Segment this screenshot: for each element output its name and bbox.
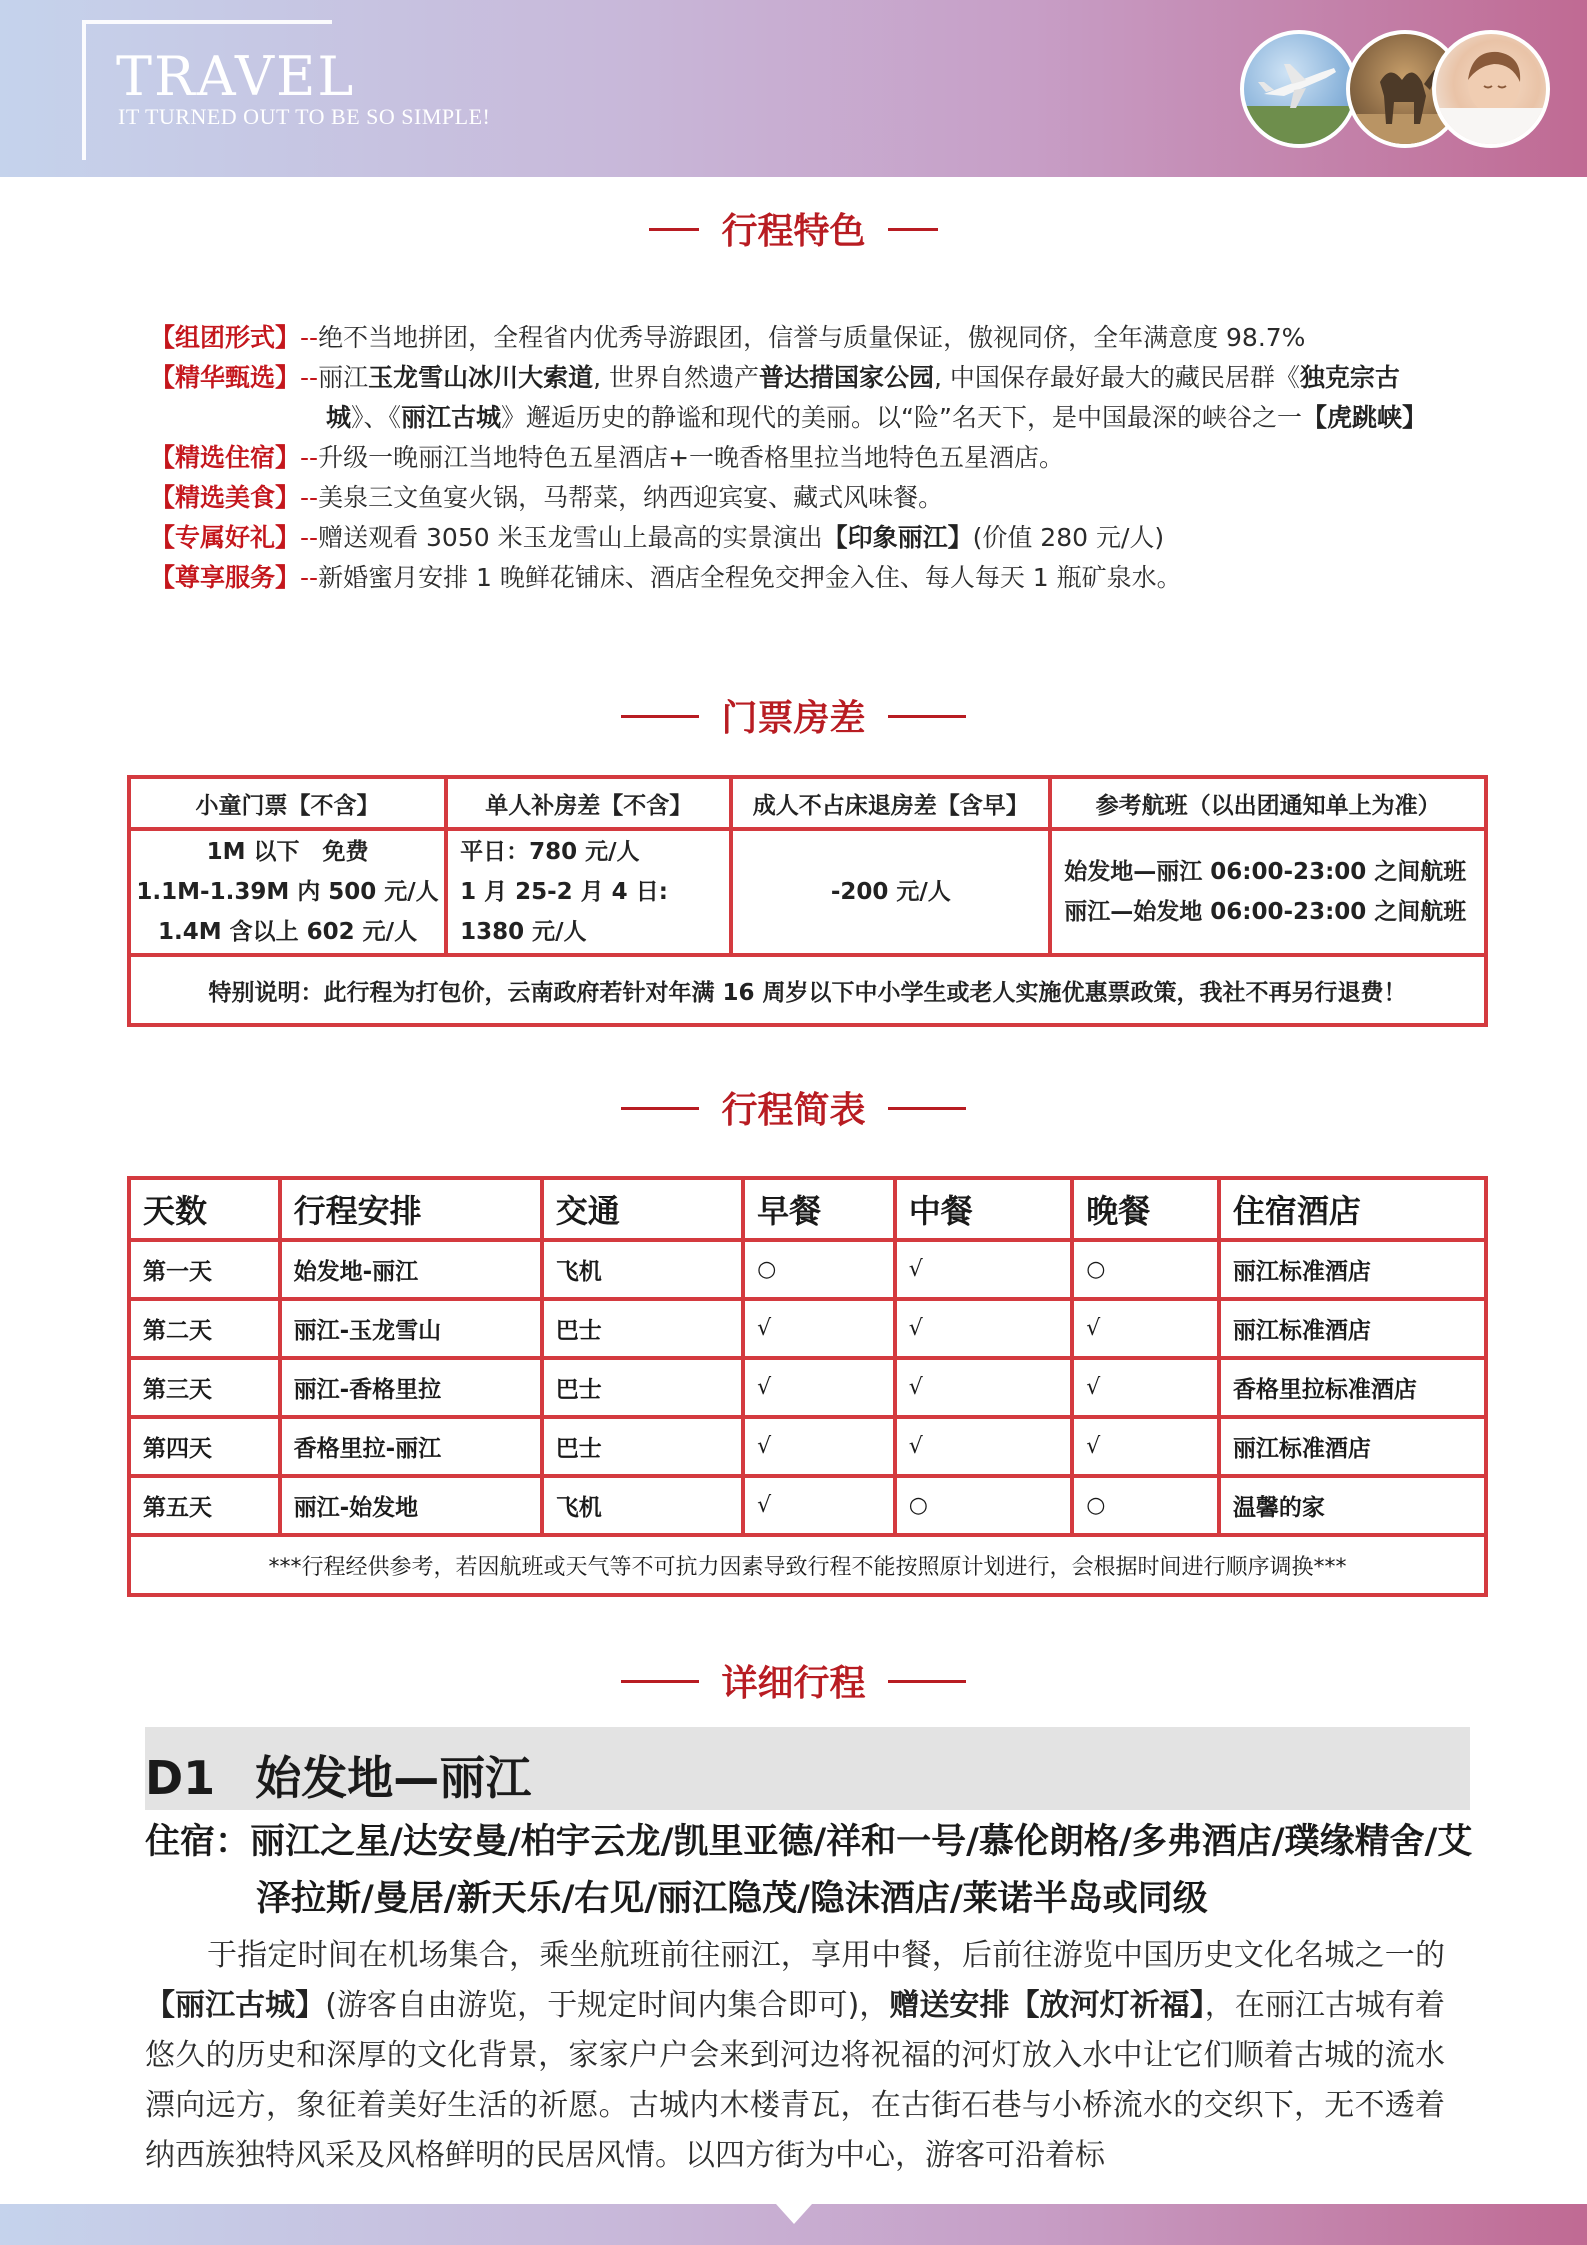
title-dash-right: [888, 715, 966, 718]
lunch-cell: ○: [895, 1476, 1072, 1535]
logo-subtitle: IT TURNED OUT TO BE SO SIMPLE!: [118, 104, 491, 129]
header-lunch: 中餐: [895, 1178, 1072, 1240]
feature-text: 绝不当地拼团，全程省内优秀导游跟团，信誉与质量保证，傲视同侪，全年满意度 98.7%: [318, 323, 1306, 352]
hotel-options: [145, 1814, 1475, 1928]
header-adult-no-bed: 成人不占床退房差【含早】: [731, 777, 1050, 829]
header-breakfast: 早餐: [743, 1178, 895, 1240]
features-list: [150, 318, 1450, 598]
feature-item: [150, 358, 1450, 438]
breakfast-cell: ○: [743, 1240, 895, 1299]
feature-item: [150, 318, 1450, 358]
day-cell: 第二天: [129, 1299, 280, 1358]
table-row: [129, 1417, 1486, 1476]
day-cell: 第一天: [129, 1240, 280, 1299]
dinner-cell: √: [1072, 1358, 1219, 1417]
title-dash-right: [888, 228, 938, 231]
route-cell: 香格里拉-丽江: [280, 1417, 542, 1476]
table-note-row: [129, 1535, 1486, 1595]
feature-text: 》、《: [351, 403, 402, 432]
header-child-ticket: 小童门票【不含】: [129, 777, 446, 829]
logo-title: TRAVEL: [116, 45, 356, 108]
header-transport: 交通: [542, 1178, 743, 1240]
table-row: [129, 1240, 1486, 1299]
single-supplement-cell: 平日：780 元/人 1 月 25-2 月 4 日: 1380 元/人: [446, 829, 731, 955]
feature-text: 玉龙雪山冰川大索道: [368, 363, 594, 392]
dinner-cell: √: [1072, 1417, 1219, 1476]
day-title: [145, 1742, 531, 1808]
header-hotel: 住宿酒店: [1219, 1178, 1486, 1240]
table-row: [129, 1358, 1486, 1417]
hotel-cell: 温馨的家: [1219, 1476, 1486, 1535]
feature-text: 【虎跳峡】: [1301, 403, 1427, 432]
route-cell: 丽江-始发地: [280, 1476, 542, 1535]
route-cell: 始发地-丽江: [280, 1240, 542, 1299]
section-title-tickets: 门票房差: [0, 701, 1587, 737]
special-note: 特别说明：此行程为打包价，云南政府若针对年满 16 周岁以下中小学生或老人实施优惠票政策，我社不再另行退费！: [129, 955, 1486, 1025]
table-row: [129, 829, 1486, 955]
sleeping-woman-photo-icon: [1432, 30, 1550, 148]
feature-separator: --: [300, 363, 319, 392]
feature-item: [150, 518, 1450, 558]
day-route: 始发地—丽江: [255, 1751, 532, 1805]
table-header-row: [129, 777, 1486, 829]
description-text: 于指定时间在机场集合，乘坐航班前往丽江，享用中餐，后前往游览中国历史文化名城之一的: [207, 1938, 1445, 1973]
day-cell: 第五天: [129, 1476, 280, 1535]
section-title-schedule: 行程简表: [0, 1093, 1587, 1129]
day-code: D1: [145, 1751, 216, 1805]
dinner-cell: ○: [1072, 1240, 1219, 1299]
airplane-photo-icon: [1240, 30, 1358, 148]
feature-text: 独克宗古城: [326, 363, 1400, 432]
description-text: (游客自由游览，于规定时间内集合即可)，: [325, 1988, 890, 2023]
day-description: [145, 1931, 1445, 2181]
feature-tag: 【组团形式】: [150, 323, 301, 352]
breakfast-cell: √: [743, 1417, 895, 1476]
transport-cell: 巴士: [542, 1417, 743, 1476]
transport-cell: 飞机: [542, 1476, 743, 1535]
day-cell: 第三天: [129, 1358, 280, 1417]
section-title-features: 行程特色: [0, 214, 1587, 250]
section-title-detail: 详细行程: [0, 1666, 1587, 1702]
header-day: 天数: [129, 1178, 280, 1240]
table-header-row: [129, 1178, 1486, 1240]
table-row: [129, 1476, 1486, 1535]
adult-refund-cell: -200 元/人: [731, 829, 1050, 955]
lunch-cell: √: [895, 1358, 1072, 1417]
feature-text: 美泉三文鱼宴火锅，马帮菜，纳西迎宾宴、藏式风味餐。: [318, 483, 944, 512]
transport-cell: 飞机: [542, 1240, 743, 1299]
feature-tag: 【精选美食】: [150, 483, 301, 512]
feature-tag: 【精华甄选】: [150, 363, 301, 392]
feature-text: , 中国保存最好最大的藏民居群《: [934, 363, 1300, 392]
header-dinner: 晚餐: [1072, 1178, 1219, 1240]
feature-text: , 世界自然遗产: [593, 363, 759, 392]
hotel-label: 住宿：: [145, 1822, 251, 1862]
table-row: [129, 1299, 1486, 1358]
title-dash-left: [649, 228, 699, 231]
breakfast-cell: √: [743, 1358, 895, 1417]
feature-text: 【印象丽江】: [822, 523, 973, 552]
feature-text: 新婚蜜月安排 1 晚鲜花铺床、酒店全程免交押金入住、每人每天 1 瓶矿泉水。: [318, 563, 1182, 592]
lunch-cell: √: [895, 1417, 1072, 1476]
feature-text: 普达措国家公园: [759, 363, 935, 392]
footer-notch: [776, 2204, 812, 2224]
transport-cell: 巴士: [542, 1358, 743, 1417]
description-text: 【丽江古城】: [145, 1988, 326, 2023]
title-dash-left: [621, 1680, 699, 1683]
flight-cell: 始发地—丽江 06:00-23:00 之间航班 丽江—始发地 06:00-23:00 之间航班: [1050, 829, 1486, 955]
hotel-cell: 香格里拉标准酒店: [1219, 1358, 1486, 1417]
header-route: 行程安排: [280, 1178, 542, 1240]
title-dash-right: [888, 1107, 966, 1110]
feature-text: 丽江古城: [401, 403, 502, 432]
feature-tag: 【尊享服务】: [150, 563, 301, 592]
route-cell: 丽江-玉龙雪山: [280, 1299, 542, 1358]
hotel-list: 丽江之星/达安曼/柏宇云龙/凯里亚德/祥和一号/慕伦朗格/多弗酒店/璞缘精舍/艾泽拉斯/曼居/新天乐/右见/丽江隐茂/隐沫酒店/莱诺半岛或同级: [250, 1822, 1473, 1919]
feature-tag: 【专属好礼】: [150, 523, 301, 552]
transport-cell: 巴士: [542, 1299, 743, 1358]
ticket-price-table: [127, 775, 1488, 1027]
dinner-cell: ○: [1072, 1476, 1219, 1535]
feature-item: [150, 558, 1450, 598]
feature-text: 》邂逅历史的静谧和现代的美丽。以“险”名天下，是中国最深的峡谷之一: [501, 403, 1302, 432]
title-dash-right: [888, 1680, 966, 1683]
table-note-row: [129, 955, 1486, 1025]
lunch-cell: √: [895, 1299, 1072, 1358]
header-single-supplement: 单人补房差【不含】: [446, 777, 731, 829]
feature-text: (价值 280 元/人): [972, 523, 1165, 552]
feature-item: [150, 438, 1450, 478]
description-text: 赠送安排【放河灯祈福】: [889, 1988, 1205, 2023]
route-cell: 丽江-香格里拉: [280, 1358, 542, 1417]
header-reference-flight: 参考航班（以出团通知单上为准）: [1050, 777, 1486, 829]
breakfast-cell: √: [743, 1299, 895, 1358]
feature-text: 赠送观看 3050 米玉龙雪山上最高的实景演出: [318, 523, 823, 552]
breakfast-cell: √: [743, 1476, 895, 1535]
feature-separator: --: [300, 523, 319, 552]
title-dash-left: [621, 715, 699, 718]
feature-text: 丽江: [318, 363, 369, 392]
hotel-cell: 丽江标准酒店: [1219, 1299, 1486, 1358]
feature-separator: --: [300, 563, 319, 592]
feature-separator: --: [300, 443, 319, 472]
dinner-cell: √: [1072, 1299, 1219, 1358]
title-dash-left: [621, 1107, 699, 1110]
lunch-cell: √: [895, 1240, 1072, 1299]
feature-item: [150, 478, 1450, 518]
description-text: ，在丽江古城有着悠久的历史和深厚的文化背景，家家户户会来到河边将祝福的河灯放入水中让它们顺着古城的流水漂向远方，象征着美好生活的祈愿。古城内木楼青瓦，在古街石巷与小桥流水的交织下，无不透着纳西族独特风采及风格鲜明的民居风情。以四方街为中心，游客可沿着标: [145, 1988, 1446, 2173]
schedule-note: ***行程经供参考，若因航班或天气等不可抗力因素导致行程不能按照原计划进行，会根据时间进行顺序调换***: [129, 1535, 1486, 1595]
hotel-cell: 丽江标准酒店: [1219, 1240, 1486, 1299]
child-ticket-cell: 1M 以下 免费 1.1M-1.39M 内 500 元/人 1.4M 含以上 602 元/人: [129, 829, 446, 955]
header-banner: [0, 0, 1587, 177]
feature-text: 升级一晚丽江当地特色五星酒店+一晚香格里拉当地特色五星酒店。: [318, 443, 1065, 472]
itinerary-schedule-table: [127, 1176, 1488, 1597]
feature-separator: --: [300, 323, 319, 352]
feature-tag: 【精选住宿】: [150, 443, 301, 472]
feature-separator: --: [300, 483, 319, 512]
day-cell: 第四天: [129, 1417, 280, 1476]
hotel-cell: 丽江标准酒店: [1219, 1417, 1486, 1476]
